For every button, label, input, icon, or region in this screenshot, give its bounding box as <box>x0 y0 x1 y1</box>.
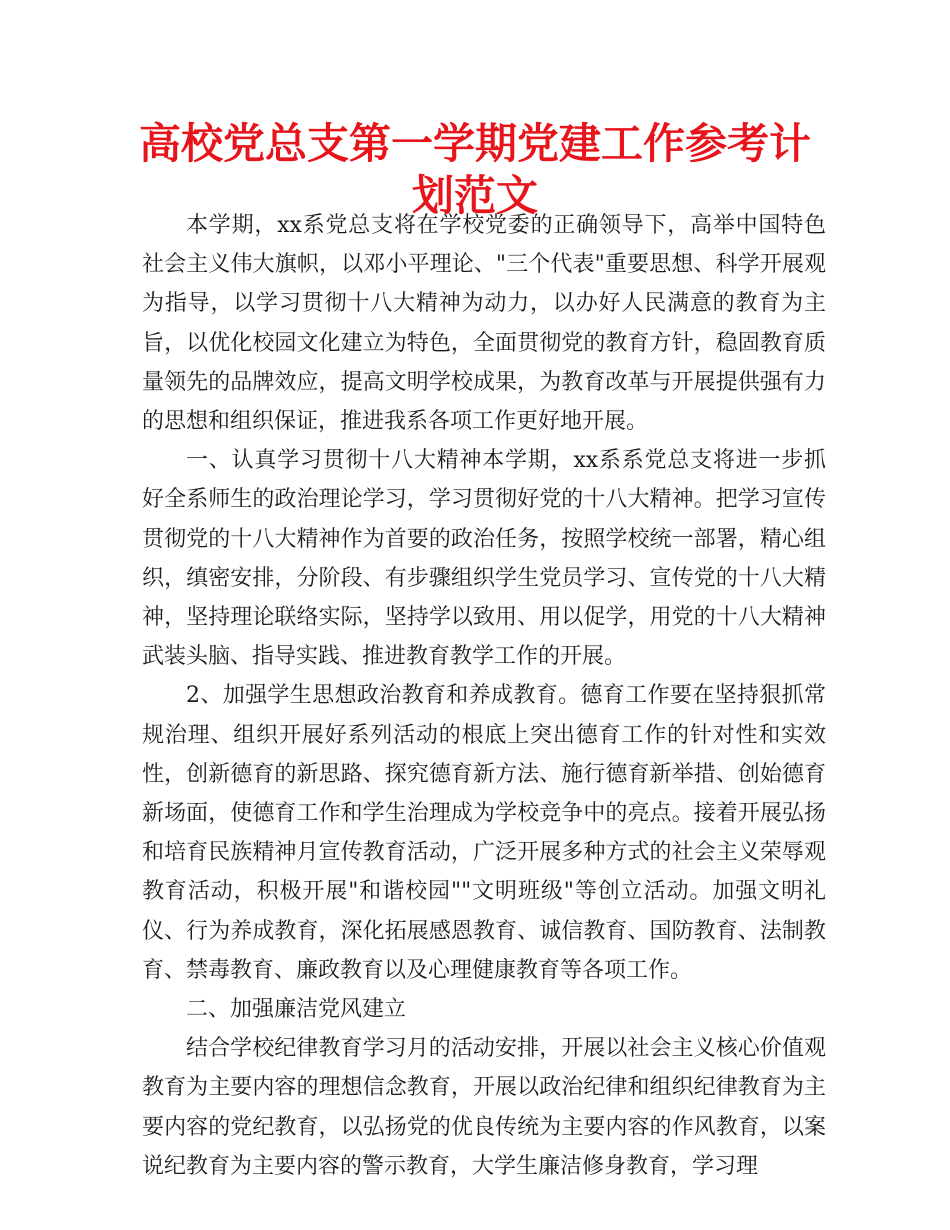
document-title: 高校党总支第一学期党建工作参考计划范文 <box>138 119 811 220</box>
paragraph-section-2: 2、加强学生思想政治教育和养成教育。德育工作要在坚持狠抓常规治理、组织开展好系列活动的根底上突出德育工作的针对性和实效性，创新德育的新思路、探究德育新方法、施行德育新举措、创始德育新场面，使德育工作和学生治理成为学校竞争中的亮点。接着开展弘扬和培育民族精神月宣传教育活动，广泛开展多种方式的社会主义荣辱观教育活动，积极开展"和谐校园""文明班级"等创立活动。加强文明礼仪、行为养成教育，深化拓展感恩教育、诚信教育、国防教育、法制教育、禁毒教育、廉政教育以及心理健康教育等各项工作。 <box>142 683 826 983</box>
paragraph-intro: 本学期，xx系党总支将在学校党委的正确领导下，高举中国特色社会主义伟大旗帜，以邓小平理论、"三个代表"重要思想、科学开展观为指导，以学习贯彻十八大精神为动力，以办好人民满意的教育为主旨，以优化校园文化建立为特色，全面贯彻党的教育方针，稳固教育质量领先的品牌效应，提高文明学校成果，为教育改革与开展提供强有力的思想和组织保证，推进我系各项工作更好地开展。 <box>142 213 826 435</box>
paragraph-section-3: 结合学校纪律教育学习月的活动安排，开展以社会主义核心价值观教育为主要内容的理想信念教育，开展以政治纪律和组织纪律教育为主要内容的党纪教育，以弘扬党的优良传统为主要内容的作风教育，以案说纪教育为主要内容的警示教育，大学生廉洁修身教育，学习理 <box>142 1036 826 1179</box>
document-body <box>142 206 826 1186</box>
section-heading-2: 二、加强廉洁党风建立 <box>186 997 407 1023</box>
paragraph-section-1: 一、认真学习贯彻十八大精神本学期，xx系系党总支将进一步抓好全系师生的政治理论学习，学习贯彻好党的十八大精神。把学习宣传贯彻党的十八大精神作为首要的政治任务，按照学校统一部署，精心组织，缜密安排，分阶段、有步骤组织学生党员学习、宣传党的十八大精神，坚持理论联络实际，坚持学以致用、用以促学，用党的十八大精神武装头脑、指导实践、推进教育教学工作的开展。 <box>142 448 826 670</box>
